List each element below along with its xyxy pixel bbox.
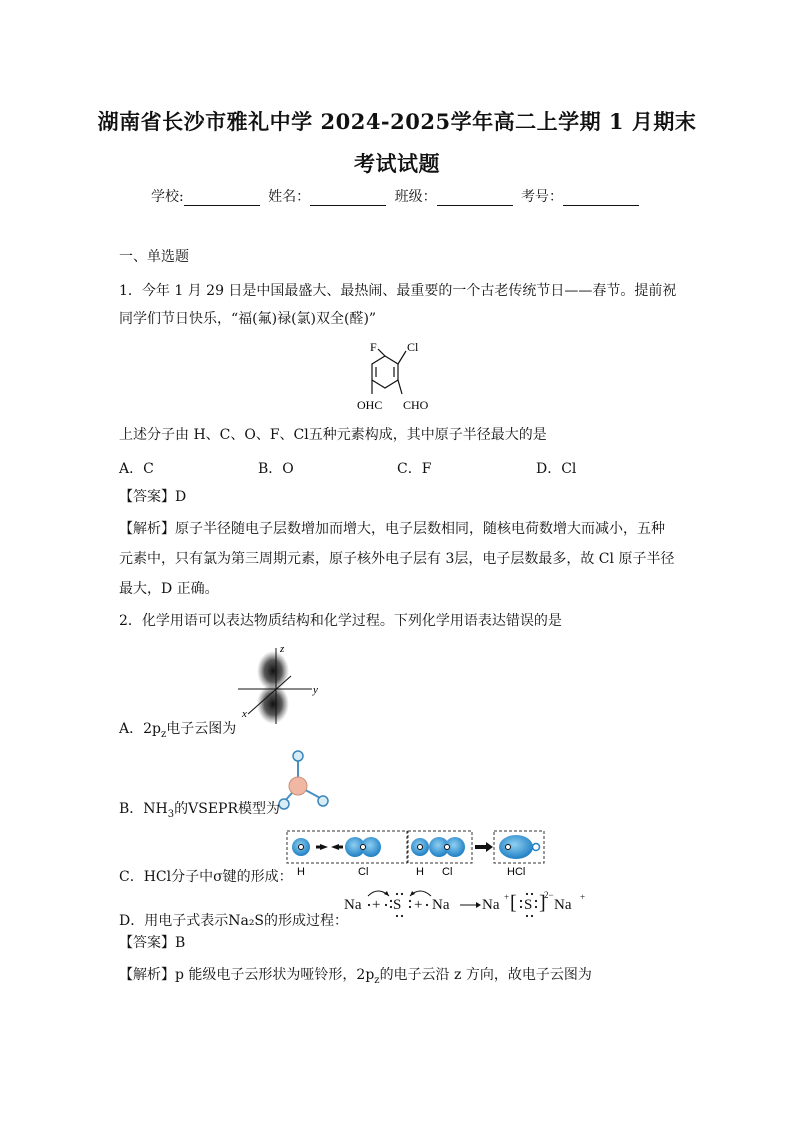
q2-option-a-sub: z [160,728,167,740]
q2-answer: 【答案】B [119,935,186,951]
hcl-sigma-bond-diagram [286,830,558,878]
mol-cho: CHO [403,398,429,412]
nh3-vsepr-model [276,748,332,812]
eq-na-ion1: Na [482,897,500,913]
q2-option-b-prefix: B．NH [119,801,168,817]
eq-s: S [393,897,402,913]
q2-option-a-suffix: 电子云图为 [166,721,237,737]
eq-charge-minus: 2− [544,890,554,900]
eq-bracket-close: ] [539,892,546,914]
page-title-line2: 考试试题 [354,151,440,176]
eq-charge-plus2: + [580,892,586,902]
q1-molecule-diagram [350,336,450,418]
q1-analysis-line2: 元素中，只有氯为第三周期元素，原子核外电子层有 3层，电子层数最多，故 Cl 原子半径 [119,551,675,567]
hcl-label-h1: H [297,866,305,878]
q2-option-d: D．用电子式表示Na₂S的形成过程： [119,913,349,929]
mol-ohc: OHC [357,398,383,412]
eq-na-ion2: Na [554,897,572,913]
eq-charge-plus1: + [504,892,510,902]
na2s-formation-equation [340,884,590,924]
q1-answer: 【答案】D [119,489,187,505]
q2-option-b-suffix: 的VSEPR模型为 [174,801,281,817]
eq-plus-left: + [372,897,381,913]
mol-cl: Cl [407,340,419,354]
id-label: 考号： [521,189,564,205]
q1-stem-line2: 同学们节日快乐，“福(氟)禄(氯)双全(醛)” [119,311,377,327]
q1-stem-line1: 1．今年 1 月 29 日是中国最盛大、最热闹、最重要的一个古老传统节日——春节。提前祝 [119,283,677,299]
name-blank [310,191,386,206]
eq-s-ion: S [524,897,533,913]
page-title: 湖南省长沙市雅礼中学 2024-2025学年高二上学期 1 月期末 [97,109,697,134]
id-blank [563,191,639,206]
eq-na-right: Na [432,897,450,913]
q1-question: 上述分子由 H、C、O、F、Cl五种元素构成，其中原子半径最大的是 [119,427,547,443]
q2-analysis [119,962,679,994]
name-label: 姓名： [268,189,311,205]
axis-y-label: y [313,684,318,696]
q2-option-b-sub: 3 [167,808,175,820]
hcl-label-hcl: HCl [507,866,526,878]
q2-analysis-text: 【解析】p 能级电子云形状为哑铃形，2p [119,967,375,983]
q2-option-c: C．HCl分子中σ键的形成： [119,869,293,885]
mol-f: F [370,340,377,354]
eq-bracket: [ [510,892,517,914]
q1-analysis-line3: 最大，D 正确。 [119,581,219,597]
class-label: 班级： [394,189,437,205]
class-blank [437,191,513,206]
axis-x-label: x [242,708,247,720]
q1-option-d: D．Cl [536,461,577,477]
pz-orbital-diagram [236,642,326,726]
hcl-label-cl2: Cl [442,866,453,878]
q2-option-a [119,718,236,740]
hcl-label-cl1: Cl [358,866,369,878]
q1-option-a: A．C [119,461,154,477]
q1-option-b: B．O [258,461,294,477]
q2-analysis-sub: z [374,974,380,986]
school-label: 学校: [150,189,184,205]
q2-analysis-end: 的电子云沿 z 方向，故电子云图为 [379,967,592,983]
q2-stem: 2．化学用语可以表达物质结构和化学过程。下列化学用语表达错误的是 [119,613,562,629]
axis-z-label: z [280,643,285,655]
school-blank [184,191,260,206]
hcl-label-h2: H [416,866,424,878]
q2-option-b [119,798,280,820]
eq-plus-right: + [414,897,423,913]
student-info-fields [0,186,794,206]
q1-option-c: C．F [397,461,432,477]
eq-na-left: Na [344,897,362,913]
q2-option-a-prefix: A．2p [119,721,161,737]
q1-analysis-line1: 【解析】原子半径随电子层数增加而增大，电子层数相同，随核电荷数增大而减小，五种 [119,521,665,537]
section-heading: 一、单选题 [119,249,189,265]
